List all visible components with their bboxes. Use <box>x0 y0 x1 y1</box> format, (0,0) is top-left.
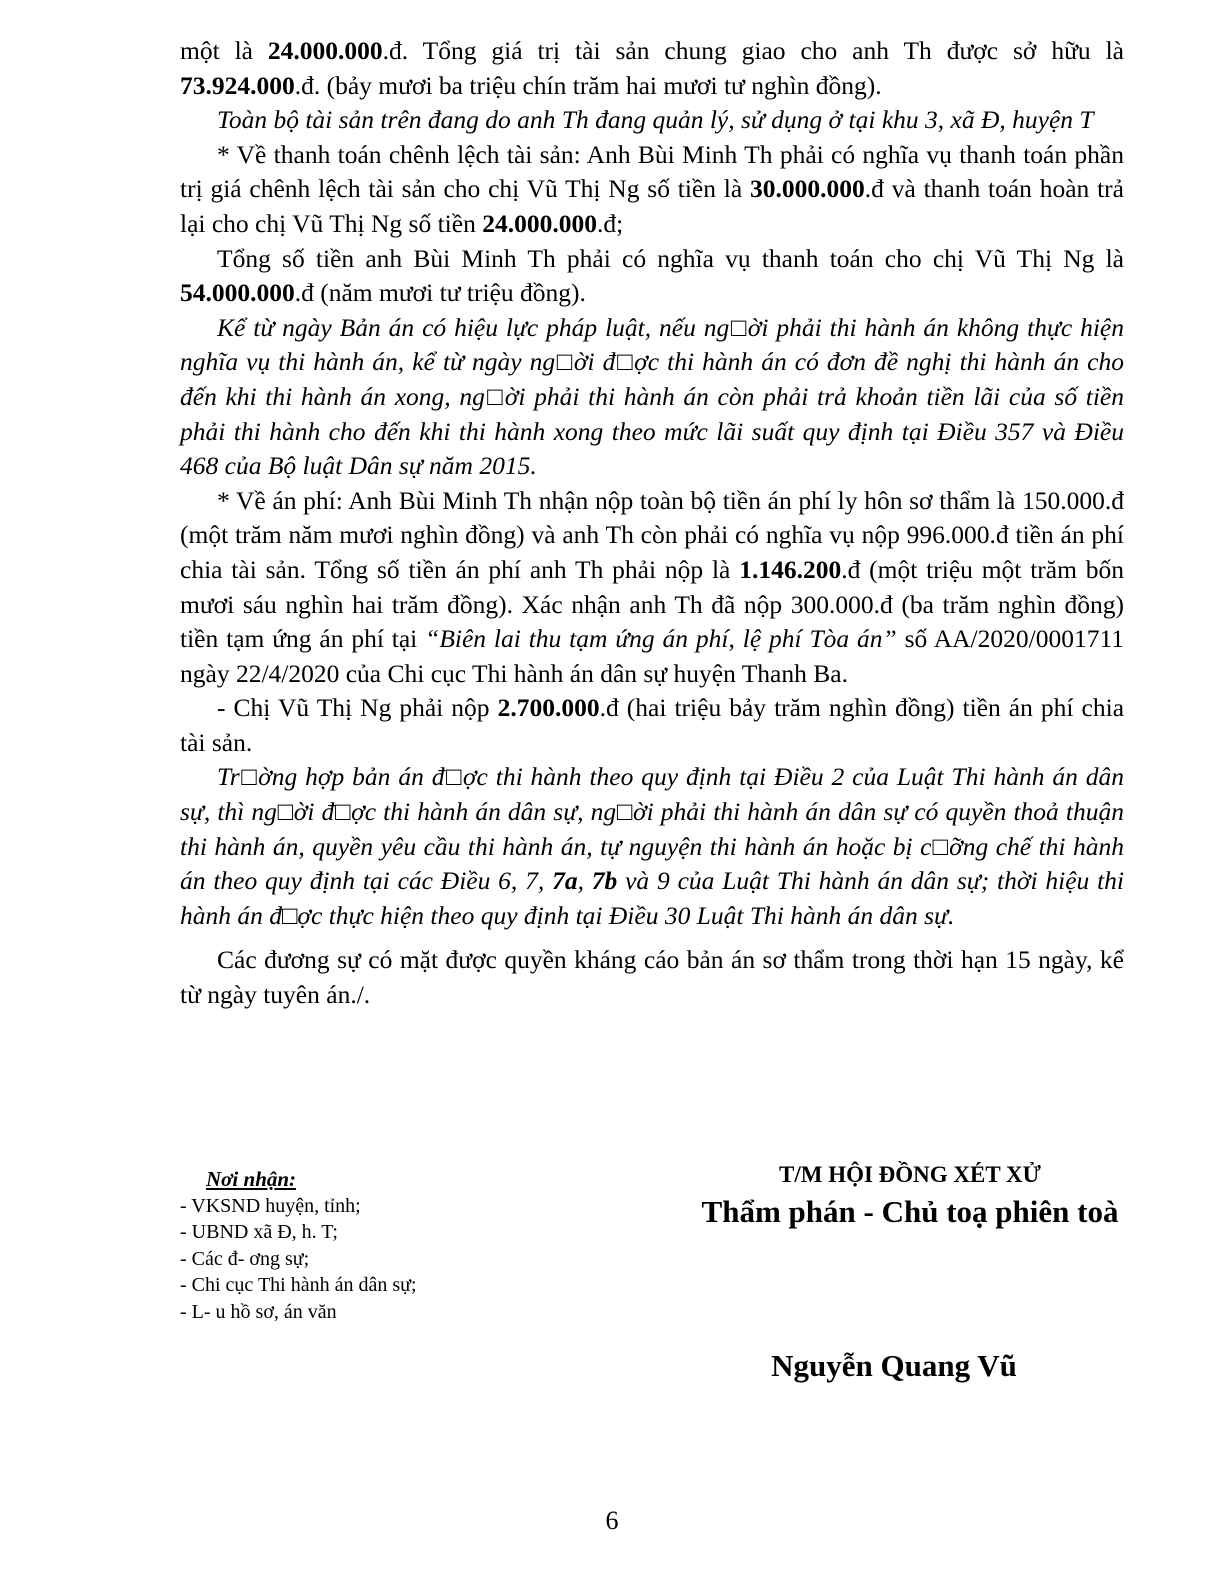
text: * Về án phí: Anh Bùi Minh Th nhận nộp toàn bộ tiền án phí ly hôn sơ thẩm là 150.000.đ (một trăm năm mươi nghìn đồng) và anh Th còn phải có nghĩa vụ nộp 996.000.đ tiền án phí chia tài sản. Tổng số tiền án phí anh Th phải nộp là <box>180 485 1124 584</box>
text: Tr□ờng hợp bản án đ□ợc thi hành theo quy định tại Điều 2 của Luật Thi hành án dân sự, thì ng□ời đ□ợc thi hành án dân sự, ng□ời phải thi hành án dân sự có quyền thoả thuận thi hành án, quyền yêu cầu thi hành án, tự nguyện thi hành án hoặc bị c□ỡng chế thi hành án theo quy định tại các Điều 6, 7, <box>180 762 1124 896</box>
signature-role: Thẩm phán - Chủ toạ phiên toà <box>701 1194 1119 1229</box>
article-ref: 7a <box>552 866 578 896</box>
signature-org: T/M HỘI ĐỒNG XÉT XỬ <box>779 1162 1041 1187</box>
paragraph-enforcement <box>180 760 1124 933</box>
paragraph-asset-total <box>180 34 1124 103</box>
text: - Chị Vũ Thị Ng phải nộp <box>217 693 498 723</box>
page-number: 6 <box>605 1506 619 1535</box>
text: .đ; <box>596 208 624 238</box>
amount: 24.000.000 <box>267 36 383 65</box>
paragraph-interest: Kể từ ngày Bản án có hiệu lực pháp luật, nếu ng□ời phải thi hành án không thực hiện nghĩa vụ thi hành án, kể từ ngày ng□ời đ□ợc thi hành án có đơn đề nghị thi hành án cho đến khi thi hành án xong, ng□ời phải thi hành án còn phải trả khoản tiền lãi của số tiền phải thi hành cho đến khi thi hành xong theo mức lãi suất quy định tại Điều 357 và Điều 468 của Bộ luật Dân sự năm 2015. <box>180 312 1124 481</box>
text: .đ và thanh toán hoàn trả lại cho chị Vũ Thị Ng số tiền <box>180 174 1124 238</box>
text: * Về thanh toán chênh lệch tài sản: Anh Bùi Minh Th phải có nghĩa vụ thanh toán phần trị giá chênh lệch tài sản cho chị Vũ Thị Ng số tiền là <box>180 139 1124 204</box>
text: và 9 của Luật Thi hành án dân sự; thời hiệu thi hành án đ□ợc thực hiện theo quy định tại Điều 30 Luật Thi hành án dân sự. <box>180 866 1125 930</box>
judgment-body <box>180 34 1124 1013</box>
recipient-item: - Các đ- ơng sự; <box>180 1247 310 1270</box>
recipients-block <box>180 1166 417 1325</box>
signer-name: Nguyễn Quang Vũ <box>771 1348 1017 1383</box>
text: Tổng số tiền anh Bùi Minh Th phải có nghĩa vụ thanh toán cho chị Vũ Thị Ng là <box>217 243 1124 273</box>
recipient-item: - VKSND huyện, tỉnh; <box>180 1194 361 1217</box>
recipients-list <box>180 1193 417 1326</box>
amount: 24.000.000 <box>482 208 597 238</box>
amount: 73.924.000 <box>180 70 295 100</box>
amount: 2.700.000 <box>497 693 600 723</box>
signature-block <box>640 1160 1180 1383</box>
paragraph-total-payment <box>180 242 1124 311</box>
text: .đ (năm mươi tư triệu đồng). <box>294 278 586 308</box>
text: một là <box>180 36 268 65</box>
paragraph-appeal: Các đương sự có mặt được quyền kháng cáo bản án sơ thẩm trong thời hạn 15 ngày, kể từ ngày tuyên án./. <box>180 945 1124 1010</box>
amount: 1.146.200 <box>739 554 842 584</box>
recipient-item: - Chi cục Thi hành án dân sự; <box>180 1274 417 1296</box>
recipient-item: - L- u hồ sơ, án văn <box>180 1300 337 1323</box>
article-ref: 7b <box>591 866 618 896</box>
recipients-title: Nơi nhận: <box>206 1167 297 1191</box>
paragraph-fee-ng <box>180 691 1124 760</box>
paragraph-court-fees <box>180 484 1124 692</box>
paragraph-asset-management: Toàn bộ tài sản trên đang do anh Th đang quản lý, sử dụng ở tại khu 3, xã Đ, huyện T <box>217 105 1094 135</box>
text: , <box>577 866 592 896</box>
amount: 54.000.000 <box>180 278 295 308</box>
text: .đ (một triệu một trăm bốn mươi sáu nghìn hai trăm đồng). Xác nhận anh Th đã nộp 300.000.đ (ba trăm nghìn đồng) tiền tạm ứng án phí tại <box>180 554 1125 654</box>
amount: 30.000.000 <box>750 174 865 204</box>
text: .đ (hai triệu bảy trăm nghìn đồng) tiền án phí chia tài sản. <box>180 693 1125 757</box>
paragraph-asset-difference <box>180 138 1124 242</box>
text: số AA/2020/0001711 ngày 22/4/2020 của Chi cục Thi hành án dân sự huyện Thanh Ba. <box>180 624 1125 688</box>
text: .đ. (bảy mươi ba triệu chín trăm hai mươi tư nghìn đồng). <box>294 70 882 100</box>
receipt-title: “Biên lai thu tạm ứng án phí, lệ phí Tòa án” <box>425 624 897 654</box>
recipient-item: - UBND xã Đ, h. T; <box>180 1221 338 1243</box>
text: .đ. Tổng giá trị tài sản chung giao cho anh Th được sở hữu là <box>382 36 1124 65</box>
